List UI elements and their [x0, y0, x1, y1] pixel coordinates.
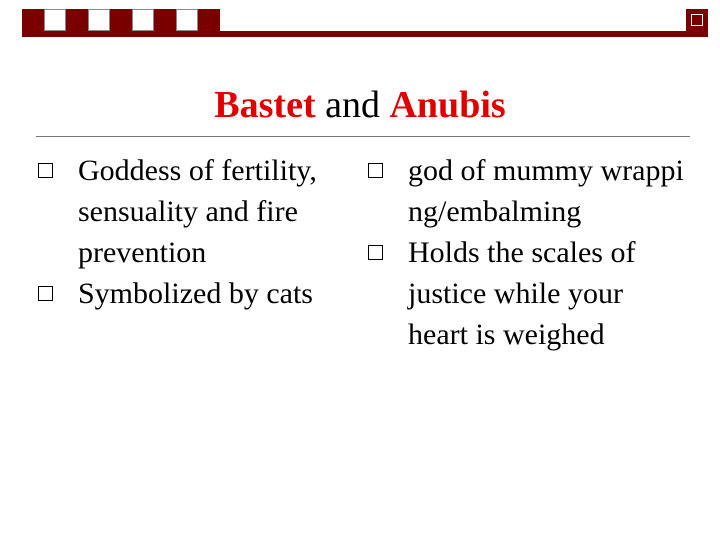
list-item	[34, 150, 364, 273]
title-and: and	[315, 84, 390, 126]
band-square-icon	[44, 9, 66, 31]
band-square-icon	[132, 9, 154, 31]
list-item-text: Holds the scales of justice while your heart is weighed	[408, 236, 636, 351]
band-square-icon	[176, 9, 198, 31]
list-item-text: Symbolized by cats	[78, 277, 313, 310]
band-square-icon	[66, 9, 88, 31]
title-bastet: Bastet	[214, 84, 316, 126]
list-item	[34, 273, 364, 314]
hollow-square-bullet-icon	[38, 163, 53, 178]
left-bullet-list	[34, 150, 364, 314]
list-item	[364, 232, 684, 355]
title-anubis: Anubis	[389, 84, 506, 126]
hollow-square-bullet-icon	[38, 286, 53, 301]
band-square-icon	[110, 9, 132, 31]
band-end-square-icon	[686, 9, 708, 31]
band-squares	[22, 9, 220, 31]
list-item	[364, 150, 684, 232]
list-item-text: Goddess of fertility, sensuality and fire prevention	[78, 154, 317, 269]
slide-title	[0, 82, 720, 128]
band-square-icon	[154, 9, 176, 31]
title-divider	[36, 136, 690, 137]
band-square-icon	[88, 9, 110, 31]
band-square-icon	[198, 9, 220, 31]
right-bullet-list	[364, 150, 684, 355]
band-square-icon	[22, 9, 44, 31]
hollow-square-bullet-icon	[368, 163, 383, 178]
hollow-square-bullet-icon	[368, 245, 383, 260]
band-line	[22, 31, 708, 37]
list-item-text: god of mummy wrapping/embalming	[408, 154, 684, 228]
decorative-top-band	[22, 9, 708, 37]
